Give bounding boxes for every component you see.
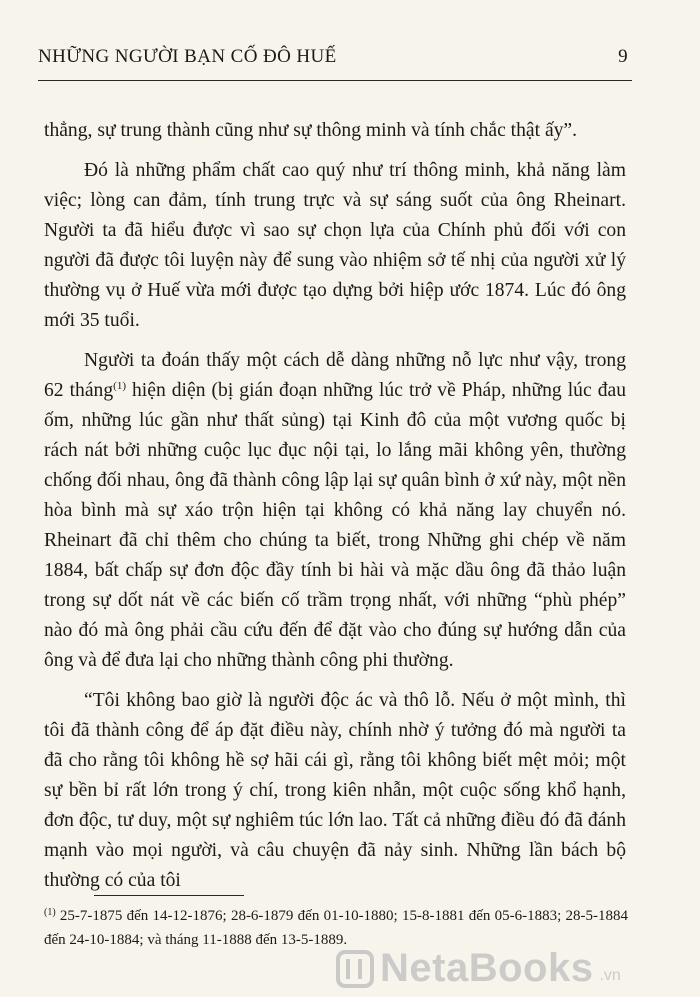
watermark-tld: .vn <box>599 967 621 984</box>
paragraph-efforts-rest: hiện diện (bị gián đoạn những lúc trở về Pháp, những lúc đau ốm, những lúc gần như thất sủng) tại Kinh đô của một vương quốc bị rách nát bởi những cuộc lục đục nội tại, lo lắng mãi không yên, thường chống đối nhau, ông đã thành công lập lại sự quân bình ở xứ này, một nền hòa bình mà sự xáo trộn hiện tại không có khả năng lay chuyển nó. Rheinart đã chỉ thêm cho chúng ta biết, trong Những ghi chép về năm 1884, bất chấp sự đơn độc đầy tính bi hài và mặc dầu ông đã thảo luận trong sự dốt nát về các biến cố trầm trọng nhất, với những “phù phép” nào đó mà ông phải cầu cứu đến để đặt vào cho đúng sự hướng dẫn của ông và để đưa lại cho những thành công phi thường. <box>44 380 626 671</box>
netabooks-logo-icon <box>336 950 374 988</box>
running-header <box>38 46 628 68</box>
watermark-brand: NetaBooks <box>380 946 594 990</box>
footnote-text: 25-7-1875 đến 14-12-1876; 28-6-1879 đến 01-10-1880; 15-8-1881 đến 05-6-1883; 28-5-1884 đến 24-10-1884; và tháng 11-1888 đến 13-5-1889. <box>44 908 628 948</box>
netabooks-watermark <box>336 946 621 991</box>
paragraph-quotation: “Tôi không bao giờ là người độc ác và thô lỗ. Nếu ở một mình, thì tôi đã thành công để áp đặt điều này, chính nhờ ý tưởng đó mà người ta đã cho rằng tôi không hề sợ hãi cái gì, rằng tôi không biết mệt mỏi; một sự bền bỉ rất lớn trong ý chí, trong kiên nhẫn, một cuộc sống khổ hạnh, đơn độc, tư duy, một sự nghiêm túc lớn lao. Tất cả những điều đó đã đánh mạnh vào mọi người, và câu chuyện đã nảy sinh. Những lần bách bộ thường có của tôi <box>44 690 626 891</box>
paragraph-efforts-lead: Người ta đoán thấy một cách dễ dàng những nỗ lực như vậy, trong 62 tháng <box>44 350 626 401</box>
running-title: NHỮNG NGƯỜI BẠN CỐ ĐÔ HUẾ <box>38 46 337 67</box>
header-rule <box>38 80 632 81</box>
paragraph-qualities: Đó là những phẩm chất cao quý như trí thông minh, khả năng làm việc; lòng can đảm, tính trung trực và sự sáng suốt của ông Rheinart. Người ta đã hiểu được vì sao sự chọn lựa của Chính phủ đối với con người đã được tôi luyện này để sung vào nhiệm sở tế nhị của người xử lý thường vụ ở Huế vừa mới được tạo dựng bởi hiệp ước 1874. Lúc đó ông mới 35 tuổi. <box>44 160 626 331</box>
footnote <box>44 904 628 952</box>
page-number: 9 <box>618 46 628 67</box>
body-text <box>44 116 626 906</box>
footnote-reference[interactable]: (1) <box>113 380 126 392</box>
paragraph-efforts <box>44 346 626 676</box>
footnote-rule <box>94 895 244 896</box>
footnote-mark: (1) <box>44 907 56 918</box>
paragraph-continuation: thẳng, sự trung thành cũng như sự thông minh và tính chắc thật ấy”. <box>44 120 578 141</box>
